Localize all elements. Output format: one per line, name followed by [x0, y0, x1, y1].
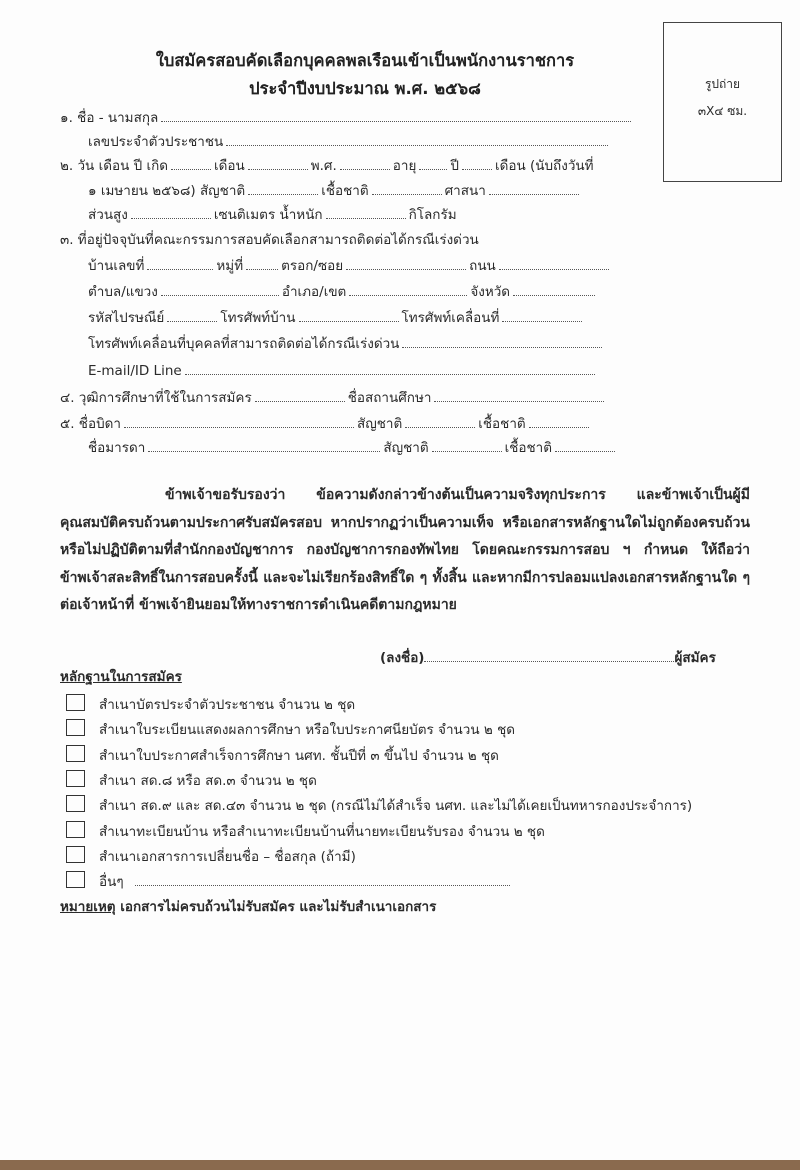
id-field[interactable]: [226, 133, 608, 146]
documents-heading: หลักฐานในการสมัคร: [60, 669, 182, 685]
mother-line: [88, 438, 618, 458]
label: จังหวัด: [470, 284, 511, 300]
label: โทรศัพท์เคลื่อนที่บุคคลที่สามารถติดต่อได้กรณีเร่งด่วน: [88, 336, 400, 352]
email-field[interactable]: [185, 362, 595, 375]
document-checkbox[interactable]: [66, 719, 85, 736]
label: เดือน (นับถึงวันที่: [494, 158, 594, 174]
mother-name-field[interactable]: [148, 439, 380, 452]
label: ถนน: [469, 258, 496, 274]
label: หมู่ที่: [216, 258, 244, 274]
label: ศาสนา: [444, 183, 486, 199]
page-edge: [0, 1160, 800, 1170]
document-checkbox[interactable]: [66, 821, 85, 838]
label: เชื้อชาติ: [321, 183, 369, 199]
address-line-2: [88, 282, 598, 302]
label: เดือน: [214, 158, 245, 174]
document-checkbox[interactable]: [66, 745, 85, 762]
document-checkbox[interactable]: [66, 795, 85, 812]
emergency-phone-field[interactable]: [402, 335, 602, 348]
religion-field[interactable]: [489, 182, 579, 195]
label: เชื้อชาติ: [478, 416, 526, 432]
other-documents-field[interactable]: [135, 873, 510, 886]
emergency-line: [88, 334, 605, 354]
nationality-field[interactable]: [248, 182, 318, 195]
road-field[interactable]: [499, 257, 609, 270]
document-item-label: สำเนาใบระเบียนแสดงผลการศึกษา หรือใบประกาศนียบัตร จำนวน ๒ ชุด: [99, 722, 516, 739]
label: ชื่อสถานศึกษา: [347, 390, 432, 406]
label: พ.ศ.: [310, 158, 337, 174]
father-name-field[interactable]: [124, 415, 354, 428]
signature-line: [380, 648, 716, 668]
address-heading: ๓. ที่อยู่ปัจจุบันที่คณะกรรมการสอบคัดเลือกสามารถติดต่อได้กรณีเร่งด่วน: [60, 232, 479, 248]
education-line: [60, 388, 607, 408]
house-field[interactable]: [147, 257, 213, 270]
home-phone-field[interactable]: [299, 309, 399, 322]
name-line: [60, 108, 634, 128]
label: กิโลกรัม: [408, 207, 457, 223]
school-field[interactable]: [434, 389, 604, 402]
day-field[interactable]: [171, 157, 211, 170]
degree-field[interactable]: [255, 389, 345, 402]
photo-box: [663, 22, 782, 182]
label: สัญชาติ: [383, 440, 429, 456]
name-field[interactable]: [161, 109, 631, 122]
tambon-field[interactable]: [161, 283, 279, 296]
year-field[interactable]: [340, 157, 390, 170]
zip-field[interactable]: [167, 309, 217, 322]
father-nationality-field[interactable]: [405, 415, 475, 428]
soi-field[interactable]: [346, 257, 466, 270]
document-checkbox[interactable]: [66, 694, 85, 711]
form-subtitle: ประจำปีงบประมาณ พ.ศ. ๒๕๖๘: [249, 79, 481, 98]
label: (ลงชื่อ): [380, 650, 425, 666]
label: บ้านเลขที่: [88, 258, 145, 274]
document-checkbox[interactable]: [66, 871, 85, 888]
label: ๒. วัน เดือน ปี เกิด: [60, 158, 169, 174]
label: สัญชาติ: [357, 416, 403, 432]
document-item-label: สำเนาเอกสารการเปลี่ยนชื่อ – ชื่อสกุล (ถ้ามี): [99, 848, 356, 865]
document-item-label: สำเนา สด.๙ และ สด.๔๓ จำนวน ๒ ชุด (กรณีไม่ได้สำเร็จ นศท. และไม่ได้เคยเป็นทหารกองประจำการ): [99, 798, 693, 815]
document-item-label: สำเนาใบประกาศสำเร็จการศึกษา นศท. ชั้นปีที่ ๓ ขึ้นไป จำนวน ๒ ชุด: [99, 747, 499, 764]
label: ๔. วุฒิการศึกษาที่ใช้ในการสมัคร: [60, 390, 252, 406]
label: เลขประจำตัวประชาชน: [88, 134, 224, 150]
document-checkbox[interactable]: [66, 770, 85, 787]
label: ปี: [450, 158, 459, 174]
label: E-mail/ID Line: [88, 363, 182, 379]
height-field[interactable]: [131, 206, 211, 219]
document-item-label: อื่นๆ: [99, 874, 124, 891]
province-field[interactable]: [513, 283, 595, 296]
label: ๑. ชื่อ - นามสกุล: [60, 110, 159, 126]
height-weight-line: [88, 205, 457, 225]
id-line: [88, 132, 611, 152]
document-checkbox[interactable]: [66, 846, 85, 863]
label: ตรอก/ซอย: [281, 258, 344, 274]
phone-line: [88, 308, 585, 328]
form-title: ใบสมัครสอบคัดเลือกบุคคลพลเรือนเข้าเป็นพนักงานราชการ: [155, 51, 575, 70]
amphoe-field[interactable]: [349, 283, 467, 296]
father-race-field[interactable]: [529, 415, 589, 428]
label: รหัสไปรษณีย์: [88, 310, 165, 326]
photo-label: รูปถ่าย: [704, 77, 741, 91]
month-field[interactable]: [248, 157, 308, 170]
nationality-line: [88, 181, 582, 201]
note-label: หมายเหตุ: [60, 899, 116, 915]
mobile-field[interactable]: [502, 309, 582, 322]
document-item-label: สำเนา สด.๘ หรือ สด.๓ จำนวน ๒ ชุด: [99, 772, 317, 789]
label: อายุ: [392, 158, 417, 174]
mother-race-field[interactable]: [555, 439, 615, 452]
age-years-field[interactable]: [419, 157, 447, 170]
mother-nationality-field[interactable]: [432, 439, 502, 452]
weight-field[interactable]: [326, 206, 406, 219]
label: ตำบล/แขวง: [88, 284, 158, 300]
label: โทรศัพท์บ้าน: [220, 310, 296, 326]
photo-size: ๓X๔ ซม.: [697, 104, 748, 118]
note-text: เอกสารไม่ครบถ้วนไม่รับสมัคร และไม่รับสำเนาเอกสาร: [120, 899, 437, 915]
address-line-1: [88, 256, 612, 276]
label: อำเภอ/เขต: [281, 284, 347, 300]
father-line: [60, 414, 592, 434]
document-item-label: สำเนาทะเบียนบ้าน หรือสำเนาทะเบียนบ้านที่นายทะเบียนรับรอง จำนวน ๒ ชุด: [99, 823, 545, 840]
label: ชื่อมารดา: [88, 440, 146, 456]
label: ส่วนสูง: [88, 207, 128, 223]
moo-field[interactable]: [246, 257, 278, 270]
signature-field[interactable]: [424, 649, 674, 662]
race-field[interactable]: [372, 182, 442, 195]
label: ผู้สมัคร: [674, 650, 716, 666]
birth-line: [60, 156, 594, 176]
label: โทรศัพท์เคลื่อนที่: [401, 310, 500, 326]
document-item-label: สำเนาบัตรประจำตัวประชาชน จำนวน ๒ ชุด: [99, 697, 356, 713]
age-months-field[interactable]: [462, 157, 492, 170]
note-line: [60, 897, 436, 917]
email-line: [88, 361, 598, 381]
declaration-text: ข้าพเจ้าขอรับรองว่า ข้อความดังกล่าวข้างต้นเป็นความจริงทุกประการ และข้าพเจ้าเป็นผู้มีคุณสมบัติครบถ้วนตามประกาศรับสมัครสอบ หากปรากฏว่าเป็นความเท็จ หรือเอกสารหลักฐานใดไม่ถูกต้องครบถ้วน หรือไม่ปฏิบัติตามที่สำนักกองบัญชาการ กองบัญชาการกองทัพไทย โดยคณะกรรมการสอบ ฯ กำหนด ให้ถือว่าข้าพเจ้าสละสิทธิ์ในการสอบครั้งนี้ และจะไม่เรียกร้องสิทธิ์ใด ๆ ทั้งสิ้น และหากมีการปลอมแปลงเอกสารหลักฐานใด ๆ ต่อเจ้าหน้าที่ ข้าพเจ้ายินยอมให้ทางราชการดำเนินคดีตามกฎหมาย: [60, 487, 750, 613]
label: ๑ เมษายน ๒๕๖๘) สัญชาติ: [88, 183, 246, 199]
label: เชื้อชาติ: [504, 440, 553, 456]
label: ๕. ชื่อบิดา: [60, 416, 121, 432]
label: เซนติเมตร น้ำหนัก: [213, 207, 323, 223]
